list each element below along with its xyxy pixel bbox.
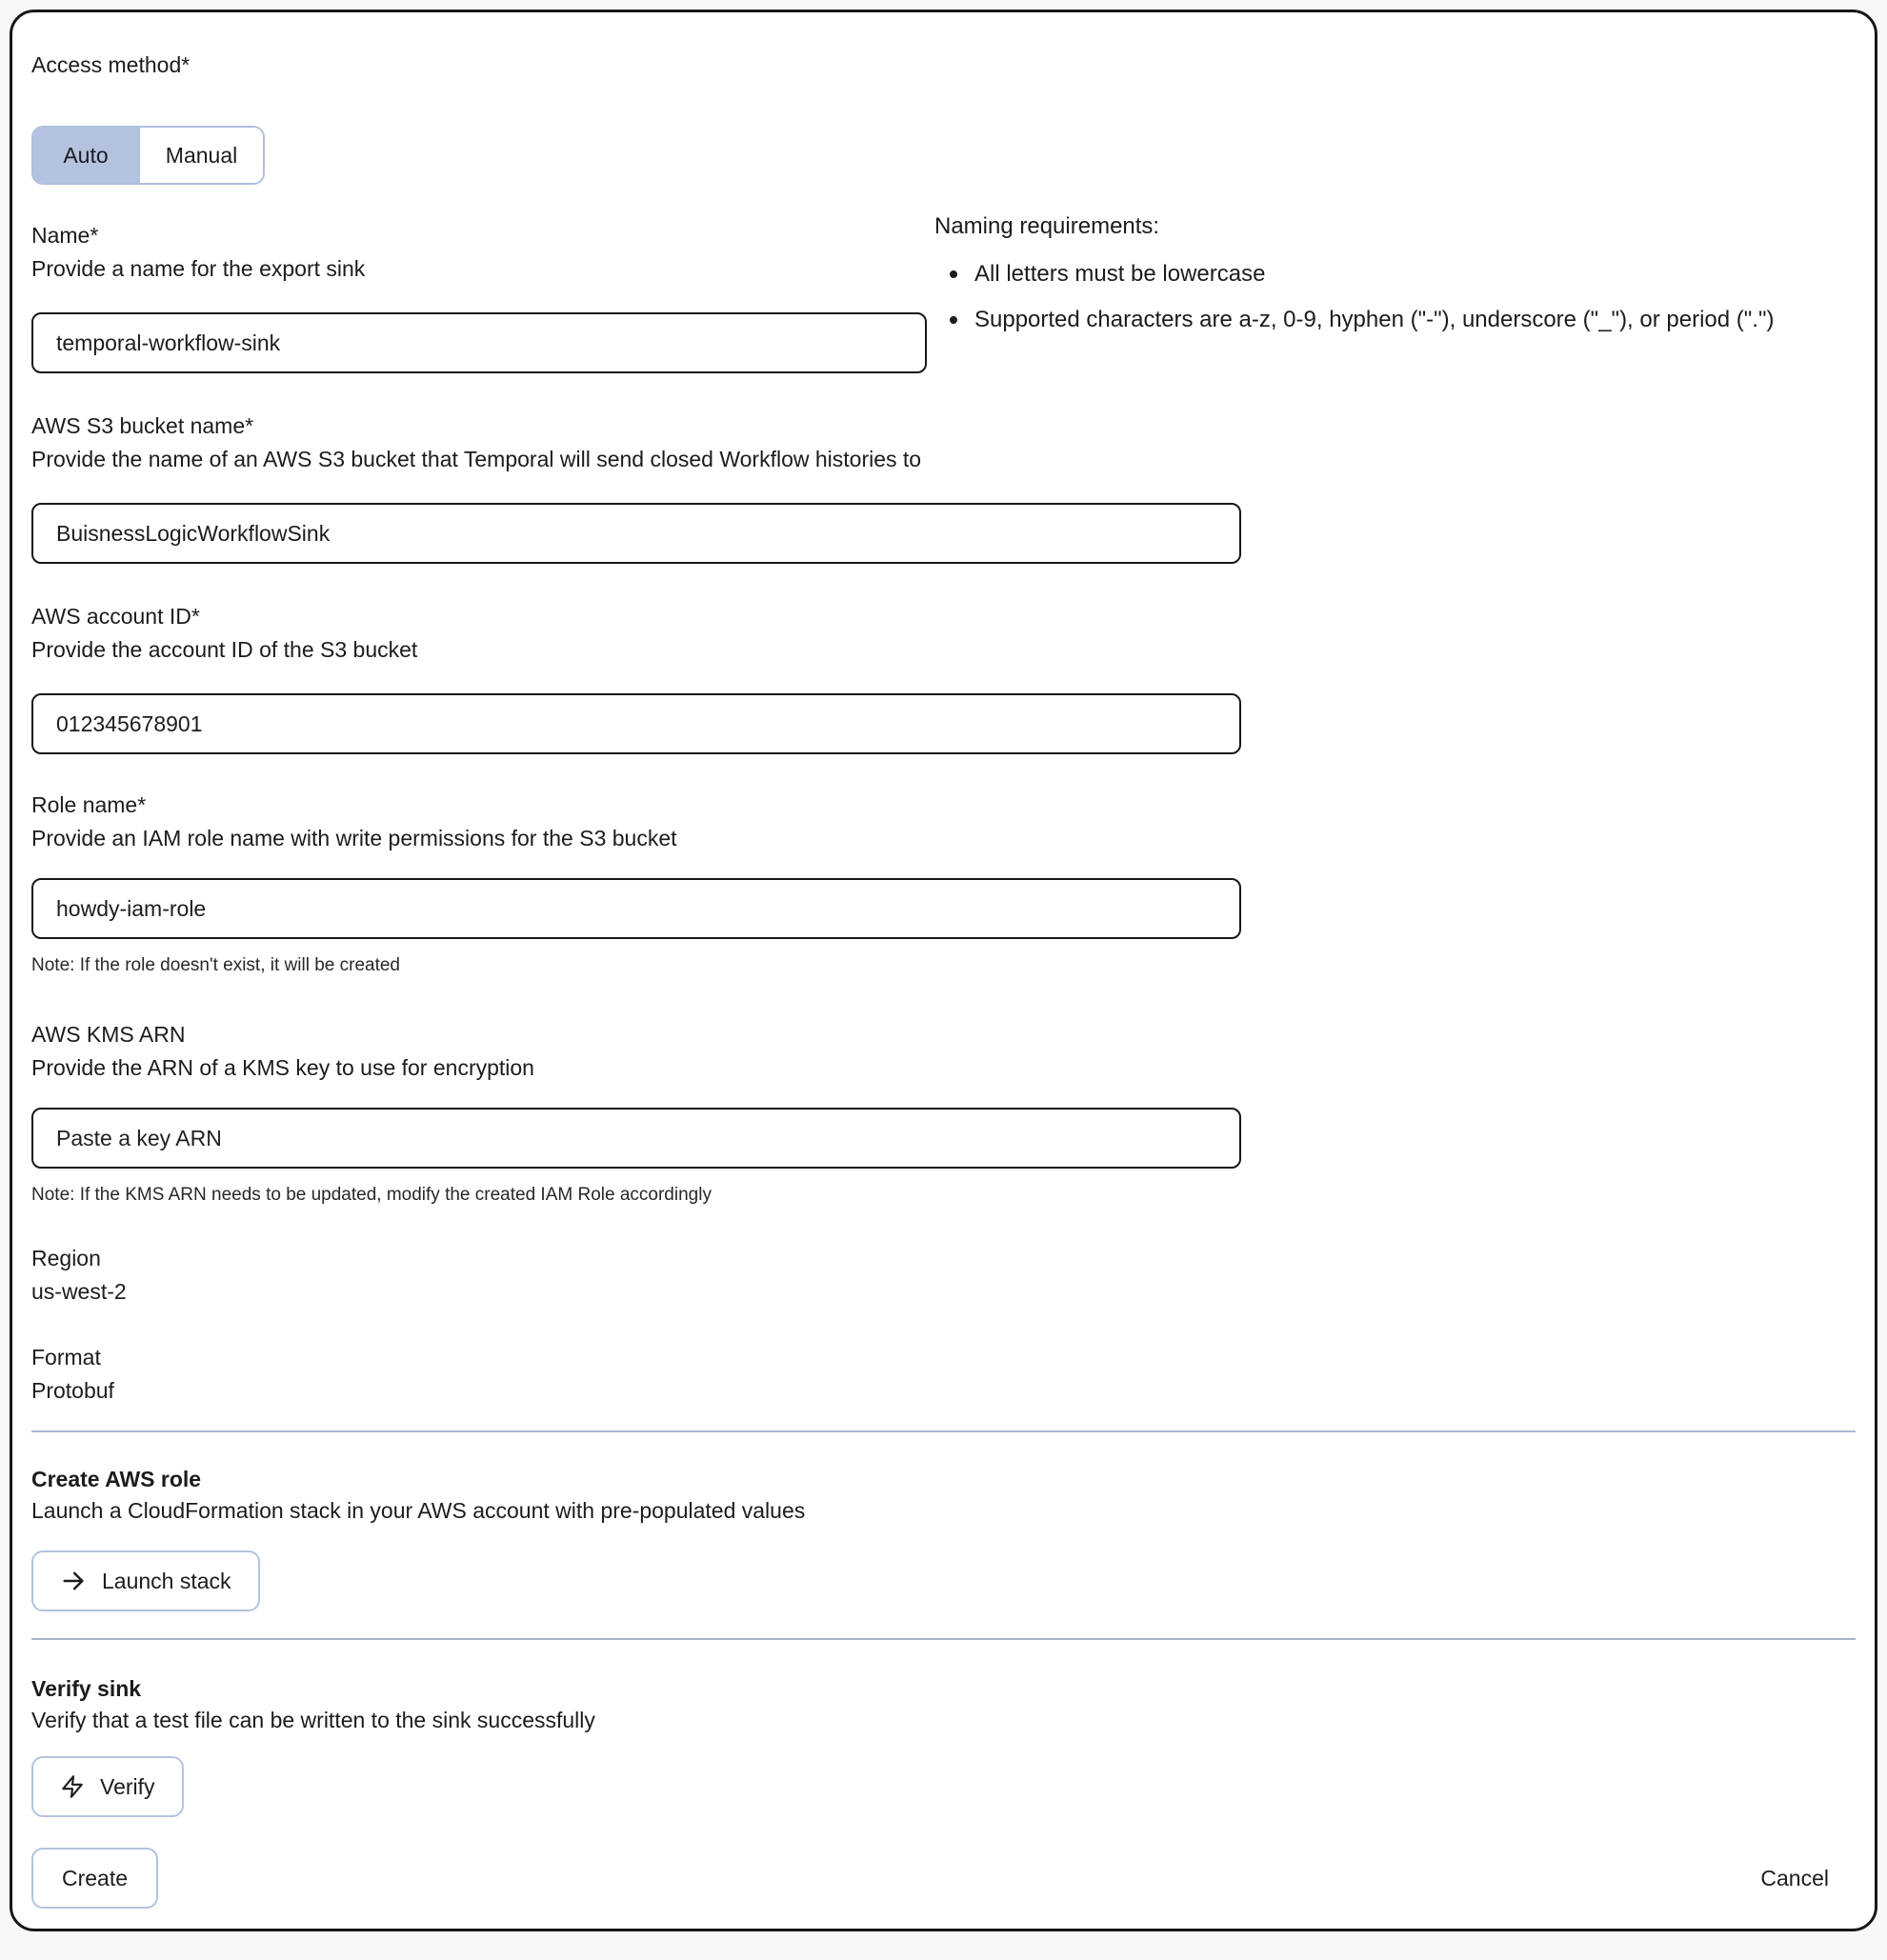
role-name-label: Role name* bbox=[31, 792, 147, 817]
naming-requirement-item: Supported characters are a-z, 0-9, hyphen ("-"), underscore ("_"), or period (".") bbox=[948, 302, 1839, 338]
cancel-button[interactable]: Cancel bbox=[1760, 1865, 1829, 1890]
role-name-field-group bbox=[31, 792, 1856, 976]
account-id-label: AWS account ID* bbox=[31, 604, 200, 629]
region-field-group bbox=[31, 1246, 1856, 1305]
account-id-description: Provide the account ID of the S3 bucket bbox=[31, 637, 418, 662]
region-label: Region bbox=[31, 1246, 101, 1270]
kms-arn-label: AWS KMS ARN bbox=[31, 1022, 186, 1047]
create-aws-role-title: Create AWS role bbox=[31, 1467, 202, 1491]
kms-arn-note: Note: If the KMS ARN needs to be updated, modify the created IAM Role accordingly bbox=[31, 1185, 712, 1205]
section-divider bbox=[31, 1638, 1856, 1640]
account-id-field-group bbox=[31, 604, 1856, 754]
format-field-group bbox=[31, 1345, 1856, 1404]
verify-sink-description: Verify that a test file can be written to the sink successfully bbox=[31, 1708, 595, 1732]
access-method-label: Access method* bbox=[31, 52, 191, 77]
region-value: us-west-2 bbox=[31, 1279, 127, 1304]
kms-arn-input[interactable] bbox=[31, 1108, 1241, 1169]
launch-stack-button-label: Launch stack bbox=[102, 1568, 231, 1593]
arrow-right-icon bbox=[60, 1568, 87, 1594]
naming-requirements-title: Naming requirements: bbox=[934, 213, 1160, 239]
create-button[interactable]: Create bbox=[31, 1848, 158, 1909]
format-value: Protobuf bbox=[31, 1378, 114, 1403]
kms-arn-field-group bbox=[31, 1022, 1856, 1206]
role-name-description: Provide an IAM role name with write permissions for the S3 bucket bbox=[31, 826, 677, 850]
s3-bucket-field-group bbox=[31, 413, 1856, 564]
verify-button-label: Verify bbox=[100, 1773, 155, 1799]
access-method-option-auto[interactable]: Auto bbox=[33, 128, 138, 183]
access-method-toggle bbox=[31, 126, 265, 185]
role-name-note: Note: If the role doesn't exist, it will be created bbox=[31, 955, 400, 975]
kms-arn-description: Provide the ARN of a KMS key to use for encryption bbox=[31, 1055, 534, 1080]
s3-bucket-description: Provide the name of an AWS S3 bucket that Temporal will send closed Workflow histories to bbox=[31, 447, 922, 471]
account-id-input[interactable] bbox=[31, 693, 1241, 754]
name-description: Provide a name for the export sink bbox=[31, 256, 366, 281]
access-method-option-manual[interactable]: Manual bbox=[138, 128, 263, 183]
format-label: Format bbox=[31, 1345, 101, 1370]
s3-bucket-label: AWS S3 bucket name* bbox=[31, 413, 254, 438]
name-label: Name* bbox=[31, 223, 99, 248]
naming-requirements bbox=[934, 212, 1839, 348]
form-footer bbox=[31, 1848, 1856, 1909]
export-sink-form-panel bbox=[10, 10, 1877, 1931]
lightning-bolt-icon bbox=[60, 1774, 85, 1799]
name-input[interactable] bbox=[31, 312, 927, 373]
s3-bucket-input[interactable] bbox=[31, 503, 1241, 564]
create-aws-role-description: Launch a CloudFormation stack in your AWS account with pre-populated values bbox=[31, 1498, 806, 1523]
naming-requirements-list bbox=[934, 256, 1839, 338]
launch-stack-button[interactable] bbox=[31, 1550, 260, 1611]
naming-requirement-item: All letters must be lowercase bbox=[948, 256, 1839, 292]
verify-sink-title: Verify sink bbox=[31, 1676, 142, 1701]
verify-button[interactable] bbox=[31, 1756, 184, 1817]
section-divider bbox=[31, 1430, 1856, 1432]
role-name-input[interactable] bbox=[31, 878, 1241, 939]
